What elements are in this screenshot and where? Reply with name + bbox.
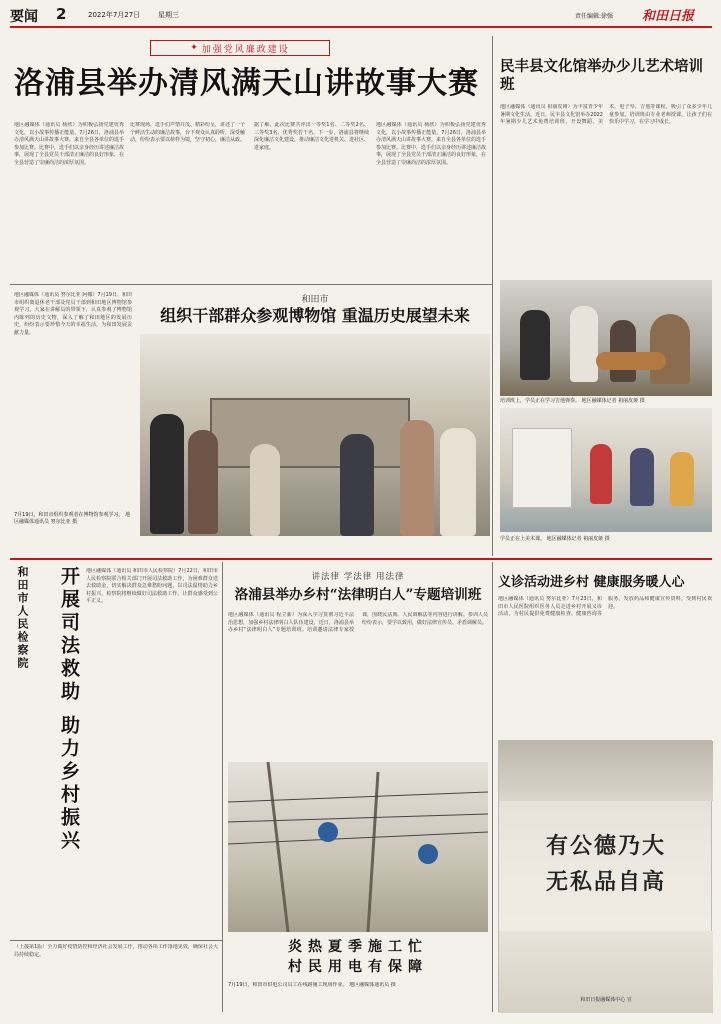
story3-text: 地区融媒体（通讯员 努尔比亚 阿娜）7月19日，和田市组织离退休老干部及党员干部到和田地区博物馆参观学习。大家在讲解员的带领下，认真参观了博物馆内陈列的历史文物，深入了解了和田地区的发展历史，纷纷表示要珍惜今天的幸福生活，为和田发展贡献力量。	[14, 292, 132, 336]
divider-vertical-right2	[492, 562, 493, 1012]
header-rule	[10, 26, 712, 28]
story1-col4: 地区融媒体（通讯员 杨欣）为积极弘扬党建优秀文化，以小故事传播正能量，7月26日，洛浦县举办清风满天山讲故事大赛。来自全县各单位的选手参加比赛。比赛中，选手们以亲身经历讲述廉洁故事，展现了全县党员干部清正廉洁的良好形象，在全县营造了崇廉尚洁的浓厚氛围。	[376, 122, 486, 166]
story4-caption: 7月19日，和田市供电公司员工在线路施工现场作业。 地区融媒体通讯员 摄	[228, 982, 396, 988]
story4-kicker: 讲法律 学法律 用法律	[311, 572, 405, 582]
divider-horizontal-3	[10, 940, 222, 941]
story4-headline: 洛浦县举办乡村“法律明白人”专题培训班	[234, 587, 482, 603]
story1-col2: 比赛现场，选手们声情并茂、精彩纷呈，讲述了一个个鲜活生动的廉洁故事，台下观众认真聆听，深受触动，纷纷表示要以榜样为镜，坚守初心，廉洁从政。	[130, 122, 245, 143]
divider-horizontal-2	[10, 558, 712, 560]
banner-icon: ✦	[190, 43, 198, 53]
ad-line-2: 无私品自高	[545, 869, 666, 895]
story4-photo-headline-1: 炎热夏季施工忙	[288, 939, 428, 955]
powerline-illustration	[228, 762, 488, 932]
masthead	[10, 6, 712, 26]
story6-text: 地区融媒体（通讯员 努尔比亚）7月23日，和田市人民医院组织医务人员走进乡村开展义诊活动，为村民提供免费健康检查、健康咨询等服务，发放药品和健康宣传资料，受到村民欢迎。	[498, 596, 712, 617]
ad-line-1: 有公德乃大	[545, 833, 666, 859]
divider-horizontal-1	[10, 284, 492, 285]
footer-continued-text: （上接第1版）全力做好疫情防控和经济社会发展工作，推动各项工作落地见效，确保社会大局持续稳定。	[14, 944, 218, 958]
story1-col3: 据了解，此次比赛共评出一等奖1名、二等奖2名、三等奖3名、优秀奖若干名。下一步，洛浦县将继续深化廉洁文化建设，推动廉洁文化进机关、进社区、进家庭。	[254, 122, 369, 151]
issue-weekday: 星期三	[158, 11, 179, 19]
story2-caption-1: 培训班上，学员正在学习吉他弹奏。 地区融媒体记者 祖丽皮娅 摄	[500, 398, 645, 404]
ad-footer: 和田日报融媒体中心 宣	[580, 997, 632, 1003]
story4-text: 地区融媒体（通讯员 程立新）为深入学习贯彻习近平法治思想，加强乡村法律明白人队伍建设，近日，洛浦县举办乡村“法律明白人”专题培训班。培训邀请法律专家授课，围绕民法典、人民调解法等内容进行讲解。参训人员纷纷表示，要学以致用，做好法律宣传员、矛盾调解员。	[228, 612, 488, 633]
story4-photo-powerline	[228, 762, 488, 932]
divider-vertical-mid	[222, 562, 223, 1012]
story5-headline: 开展司法救助 助力乡村振兴	[58, 566, 80, 853]
story2-text: 地区融媒体（通讯员 祖丽皮娅）为丰富青少年暑期文化生活，近日，民丰县文化馆举办2022年暑期少儿艺术免费培训班，开设舞蹈、美术、电子琴、吉他等课程，吸引了众多少年儿童参加。培训班由专业老师授课，让孩子们在快乐中学习，在学习中成长。	[500, 104, 712, 125]
paper-logo: 和田日报	[642, 9, 695, 24]
story2-photo-guitar	[500, 280, 712, 396]
story3-headline: 组织干部群众参观博物馆 重温历史展望未来	[160, 306, 470, 325]
page-number: 2	[56, 5, 67, 23]
story1-headline: 洛浦县举办清风满天山讲故事大赛	[14, 66, 479, 101]
divider-vertical-right	[492, 36, 493, 556]
story3-caption: 7月19日，和田市组织参观者在博物馆参观学习。 地区融媒体通讯员 努尔比亚 摄	[14, 512, 131, 525]
story6-headline: 义诊活动进乡村 健康服务暖人心	[498, 575, 685, 590]
editor-credit: 责任编辑:徐强	[575, 13, 614, 20]
story3-place: 和田市	[301, 295, 329, 305]
banner-text: 加强党风廉政建设	[201, 44, 290, 55]
story5-text: 地区融媒体（通讯员 和田市人民检察院）7月22日，和田市人民检察院联合相关部门开展司法救助工作，为困难群众送去救助金，切实解决群众急难愁盼问题，以司法温情助力乡村振兴。检察院将继续做好司法救助工作，让群众感受到公平正义。	[86, 568, 218, 604]
issue-date: 2022年7月27日	[88, 11, 141, 19]
story2-headline: 民丰县文化馆举办少儿艺术培训班	[500, 58, 703, 93]
story2-caption-2: 学员正在上美术课。 地区融媒体记者 祖丽皮娅 摄	[500, 536, 610, 542]
story4-photo-headline-2: 村民用电有保障	[288, 959, 428, 975]
section-name: 要闻	[10, 9, 38, 25]
public-service-ad	[498, 740, 712, 1012]
column-banner	[150, 40, 330, 56]
story3-photo-museum	[140, 334, 490, 536]
story1-col1: 地区融媒体（通讯员 杨欣）为积极弘扬党建优秀文化，以小故事传播正能量，7月26日，洛浦县举办清风满天山讲故事大赛。来自全县各单位的选手参加比赛。比赛中，选手们以亲身经历讲述廉洁故事，展现了全县党员干部清正廉洁的良好形象，在全县营造了崇廉尚洁的浓厚氛围。	[14, 122, 124, 166]
story2-photo-art	[500, 408, 712, 532]
story5-vertical-place: 和田市人民检察院	[16, 566, 29, 670]
